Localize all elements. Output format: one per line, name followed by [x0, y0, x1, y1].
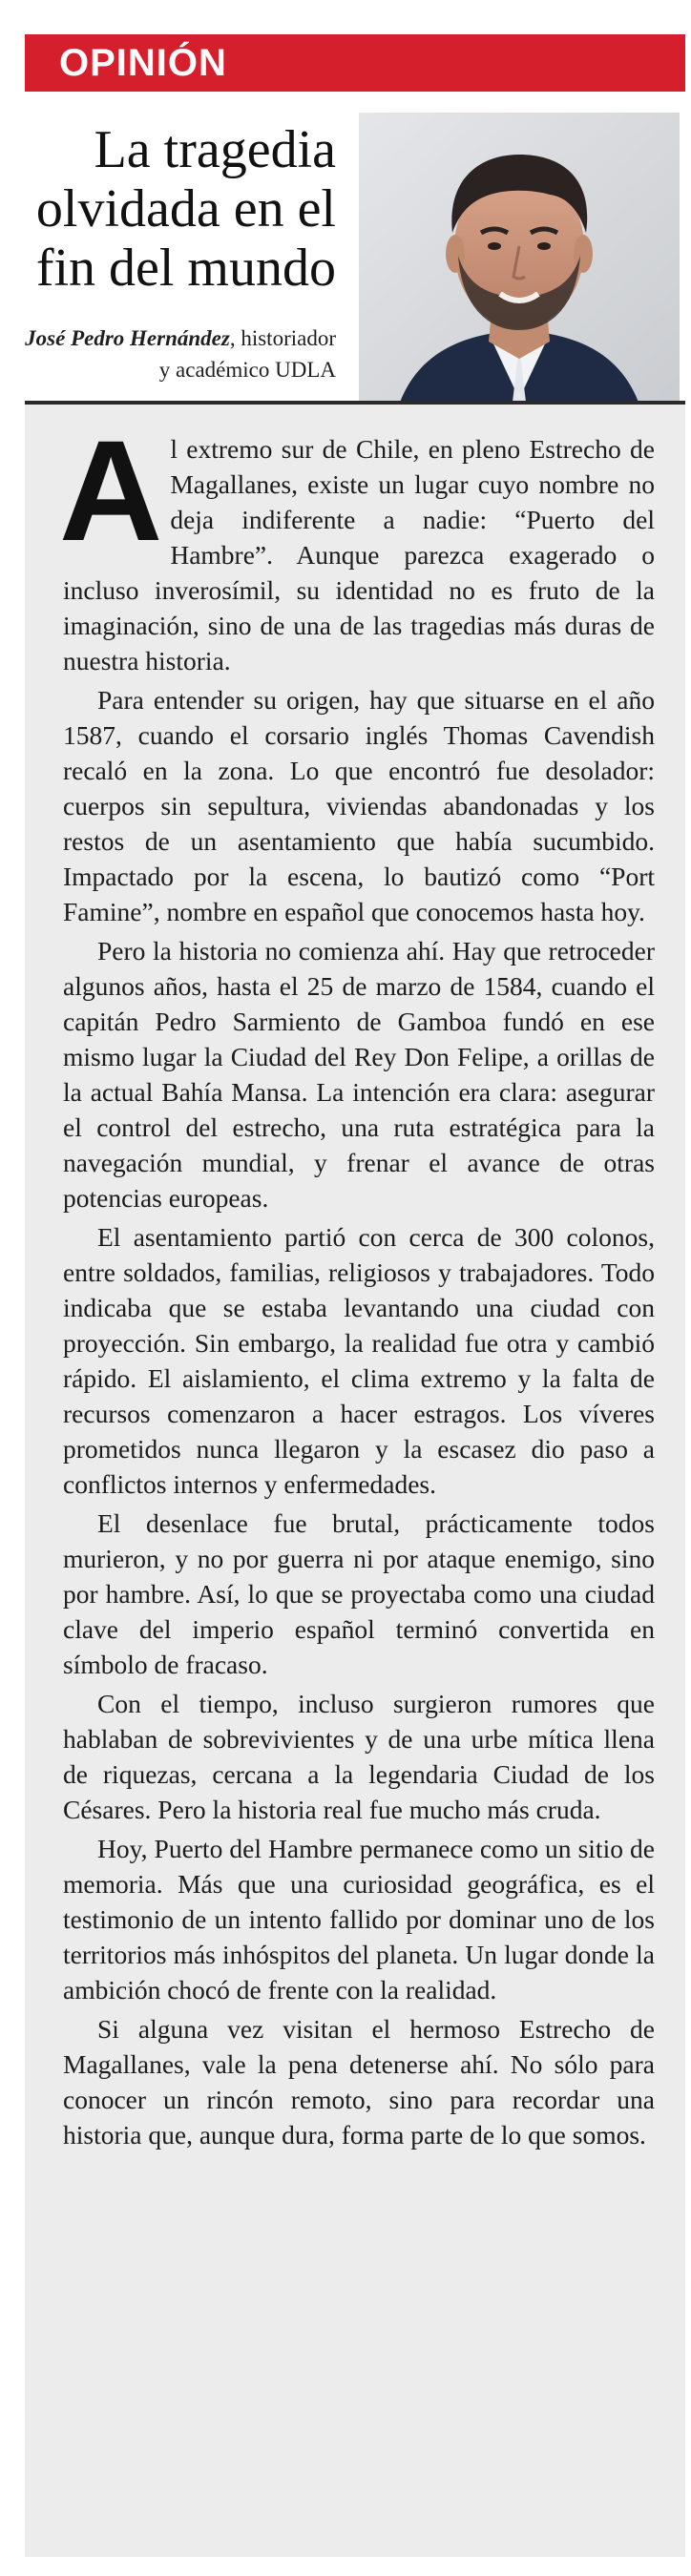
- article-paragraph: Con el tiempo, incluso surgieron rumores que hablaban de sobrevivientes y de una urbe mítica llena de riquezas, cercana a la legendaria Ciudad de los Césares. Pero la historia real fue mucho más cruda.: [63, 1689, 655, 1824]
- article-paragraph: Para entender su origen, hay que situarse en el año 1587, cuando el corsario inglés Thomas Cavendish recaló en la zona. Lo que encontró fue desolador: cuerpos sin sepultura, viviendas abandonadas y los restos de un asentamiento que había sucumbido. Impactado por la escena, lo bautizó como “Port Famine”, nombre en español que conocemos hasta hoy.: [63, 685, 655, 926]
- article-paragraph: El asentamiento partió con cerca de 300 colonos, entre soldados, familias, religiosos y trabajadores. Todo indicaba que se estaba levantando una ciudad con proyección. Sin embargo, la realidad fue otra y cambió rápido. El aislamiento, el clima extremo y la falta de recursos comenzaron a hacer estragos. Los víveres prometidos nunca llegaron y la escasez dio paso a conflictos internos y enfermedades.: [63, 1222, 655, 1499]
- byline: [11, 322, 336, 385]
- article-paragraph: Si alguna vez visitan el hermoso Estrecho de Magallanes, vale la pena detenerse ahí. No sólo para conocer un rincón remoto, sino para recordar una historia que, aunque dura, forma parte de lo que somos.: [63, 2014, 655, 2150]
- article-paragraph: [59, 410, 655, 678]
- section-banner: [25, 34, 685, 92]
- article-paragraph: El desenlace fue brutal, prácticamente todos murieron, y no por guerra ni por ataque enemigo, sino por hambre. Así, lo que se proyectaba como una ciudad clave del imperio español terminó convertida en símbolo de fracaso.: [63, 1508, 655, 1679]
- section-label: OPINIÓN: [59, 42, 227, 84]
- article-body: [59, 410, 655, 2156]
- author-portrait-icon: [359, 113, 680, 410]
- article-paragraph-text: l extremo sur de Chile, en pleno Estrecho de Magallanes, existe un lugar cuyo nombre no deja indiferente a nadie: “Puerto del Hambre”. Aunque parezca exagerado o incluso inverosímil, su identidad no es fruto de la imaginación, sino de una de las tragedias más duras de nuestra historia.: [63, 434, 655, 675]
- author-photo: [359, 113, 680, 410]
- headline: La tragedia olvidada en el fin del mundo: [35, 120, 336, 298]
- article-box: [25, 401, 685, 2557]
- article-paragraph: Pero la historia no comienza ahí. Hay que retroceder algunos años, hasta el 25 de marzo de 1584, cuando el capitán Pedro Sarmiento de Gamboa fundó en ese mismo lugar la Ciudad del Rey Don Felipe, a orillas de la actual Bahía Mansa. La intención era clara: asegurar el control del estrecho, una ruta estratégica para la navegación mundial, y frenar el avance de otras potencias europeas.: [63, 936, 655, 1213]
- article-paragraph: Hoy, Puerto del Hambre permanece como un sitio de memoria. Más que una curiosidad geográfica, es el testimonio de un intento fallido por dominar uno de los territorios más inhóspitos del planeta. Un lugar donde la ambición chocó de frente con la realidad.: [63, 1834, 655, 2005]
- author-name: José Pedro Hernández: [25, 326, 230, 350]
- drop-cap: A: [59, 410, 163, 571]
- author-role: , historiador y académico UDLA: [158, 326, 336, 382]
